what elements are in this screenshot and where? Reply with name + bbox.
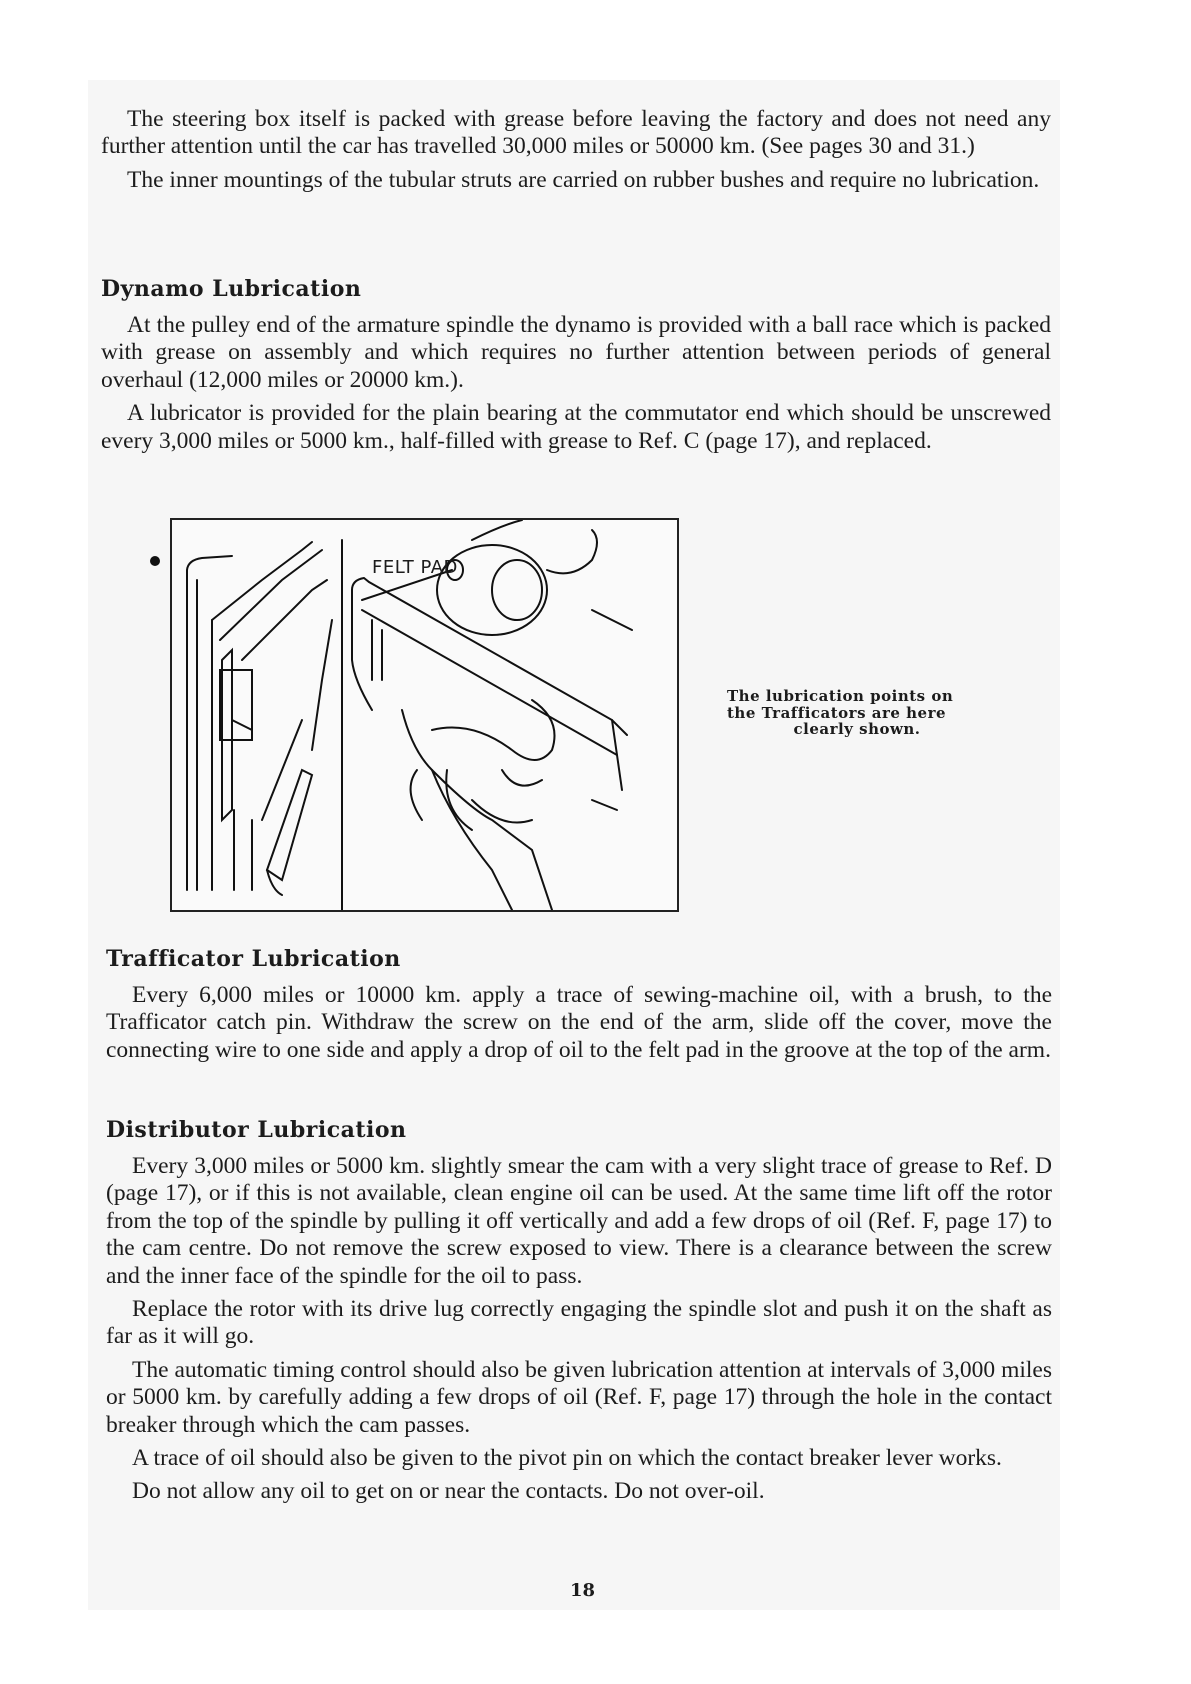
- trafficator-paragraph: Every 6,000 miles or 10000 km. apply a trace of sewing-machine oil, with a brush, to the Trafficator catch pin. Withdraw the screw on the end of the arm, slide off the cover, move the connecting wire to one side and apply a drop of oil to the felt pad in the groove at the top of the arm.: [106, 982, 1052, 1063]
- brush: [267, 770, 312, 880]
- distributor-paragraph: A trace of oil should also be given to the pivot pin on which the contact breaker lever works.: [132, 1445, 1002, 1472]
- distributor-heading: Distributor Lubrication: [106, 1117, 407, 1143]
- page-number: 18: [570, 1580, 596, 1601]
- felt-pad-label: FELT PAD: [372, 557, 458, 578]
- dynamo-section: [101, 312, 1051, 455]
- dynamo-paragraph: At the pulley end of the armature spindle the dynamo is provided with a ball race which is packed with grease on assembly and which requires no further attention between periods of general overhaul (12,000 miles or 20000 km.).: [101, 312, 1051, 393]
- intro-paragraph: The inner mountings of the tubular struts are carried on rubber bushes and require no lubrication.: [127, 166, 1040, 193]
- dynamo-paragraph: A lubricator is provided for the plain bearing at the commutator end which should be unscrewed every 3,000 miles or 5000 km., half-filled with grease to Ref. C (page 17), and replaced.: [101, 400, 1051, 454]
- trafficator-arm: [352, 578, 627, 735]
- distributor-paragraph: The automatic timing control should also be given lubrication attention at intervals of 3,000 miles or 5000 km. by carefully adding a few drops of oil (Ref. F, page 17) through the hole in the contact breaker through which the cam passes.: [106, 1356, 1052, 1438]
- bullet-mark: [150, 556, 160, 566]
- trafficator-body: [187, 556, 232, 890]
- trafficator-section: [106, 982, 1052, 1064]
- caption-line: clearly shown.: [793, 720, 921, 738]
- intro-section: [101, 106, 1051, 194]
- hand: [402, 710, 552, 910]
- trafficator-heading: Trafficator Lubrication: [106, 946, 401, 972]
- distributor-paragraph: Do not allow any oil to get on or near the contacts. Do not over-oil.: [132, 1478, 765, 1505]
- trafficator-drawing: [172, 520, 677, 910]
- caption-line: the Trafficators are here: [727, 703, 947, 722]
- distributor-section: [106, 1153, 1052, 1506]
- dynamo-heading: Dynamo Lubrication: [101, 276, 362, 302]
- distributor-paragraph: Replace the rotor with its drive lug correctly engaging the spindle slot and push it on the shaft as far as it will go.: [106, 1296, 1052, 1350]
- distributor-paragraph: Every 3,000 miles or 5000 km. slightly smear the cam with a very slight trace of grease to Ref. D (page 17), or if this is not available, clean engine oil can be used. At the same time lift off the rotor from the top of the spindle by pulling it off vertically and add a few drops of oil (Ref. F, page 17) to the cam centre. Do not remove the screw exposed to view. There is a clearance between the screw and the inner face of the spindle for the oil to pass.: [106, 1153, 1052, 1289]
- caption-line: The lubrication points on: [727, 687, 954, 705]
- figure-caption: [727, 688, 987, 738]
- intro-paragraph: The steering box itself is packed with grease before leaving the factory and does not need any further attention until the car has travelled 30,000 miles or 50000 km. (See pages 30 and 31.): [101, 106, 1051, 160]
